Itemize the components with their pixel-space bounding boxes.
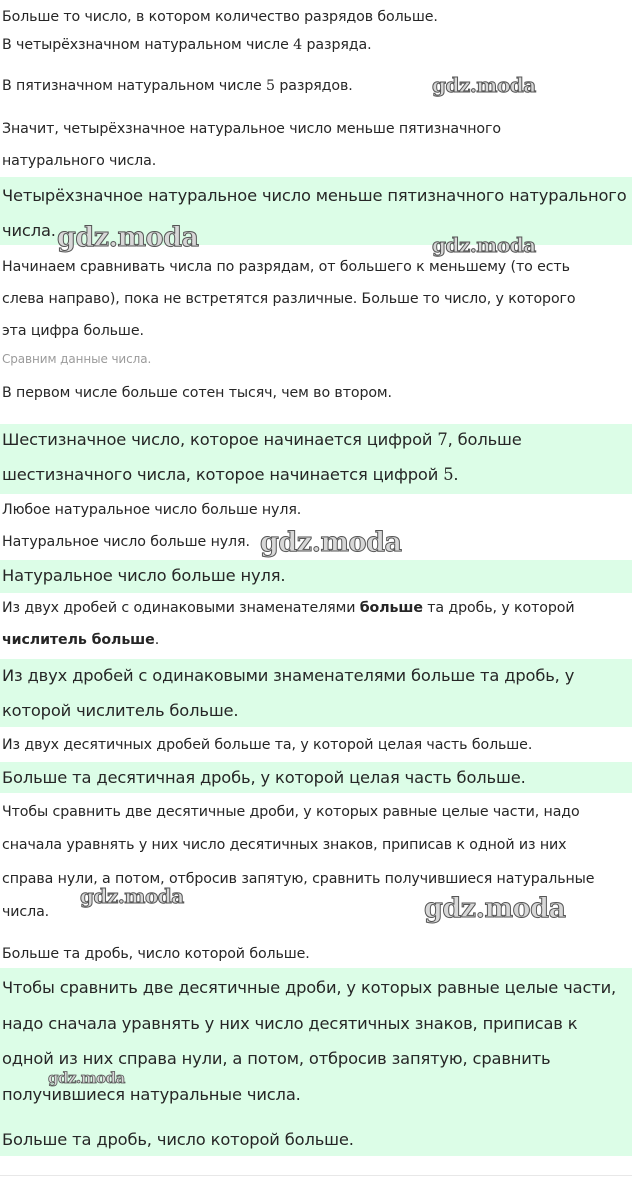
math-number: 5: [443, 465, 454, 484]
text-fragment: та дробь, у которой: [422, 600, 575, 616]
text-fragment: разрядов.: [274, 78, 353, 94]
answer-line: одной из них справа нули, а потом, отбросив запятую, сравнить: [2, 1049, 551, 1068]
text-line: [2, 77, 353, 95]
text-line: [2, 631, 159, 649]
text-line: справа нули, а потом, отбросив запятую, сравнить получившиеся натуральные: [2, 871, 595, 887]
answer-line: числа.: [2, 221, 56, 240]
text-line: Начинаем сравнивать числа по разрядам, от большего к меньшему (то есть: [2, 259, 570, 275]
answer-line: получившиеся натуральные числа.: [2, 1085, 301, 1104]
bold-fragment: больше: [359, 600, 423, 616]
answer-line: [2, 430, 522, 450]
text-line: [2, 36, 372, 54]
text-line: сначала уравнять у них число десятичных знаков, приписав к одной из них: [2, 837, 567, 853]
text-line: Значит, четырёхзначное натуральное число меньше пятизначного: [2, 121, 501, 137]
answer-line: которой числитель больше.: [2, 701, 239, 720]
text-line: эта цифра больше.: [2, 323, 144, 339]
answer-line: Чтобы сравнить две десятичные дроби, у которых равные целые части,: [2, 978, 617, 997]
watermark-logo: gdz.moda: [57, 222, 199, 253]
text-line: В первом числе больше сотен тысяч, чем во втором.: [2, 385, 392, 401]
answer-line: надо сначала уравнять у них число десятичных знаков, приписав к: [2, 1014, 578, 1033]
text-fragment: .: [453, 465, 459, 484]
answer-line: Больше та десятичная дробь, у которой целая часть больше.: [2, 768, 526, 787]
math-number: 4: [293, 37, 303, 53]
text-line: Чтобы сравнить две десятичные дроби, у которых равные целые части, надо: [2, 804, 580, 820]
answer-line: Натуральное число больше нуля.: [2, 566, 286, 585]
text-fragment: Шестизначное число, которое начинается цифрой: [2, 430, 438, 449]
text-fragment: , больше: [447, 430, 522, 449]
answer-line: Четырёхзначное натуральное число меньше пятизначного натурального: [2, 186, 627, 205]
watermark-logo: gdz.moda: [432, 233, 536, 257]
text-fragment: В пятизначном натуральном числе: [2, 78, 267, 94]
math-number: 5: [266, 78, 275, 94]
text-fragment: Из двух дробей с одинаковыми знаменателями: [2, 600, 360, 616]
text-line: Любое натуральное число больше нуля.: [2, 502, 302, 518]
text-line: слева направо), пока не встретятся различные. Больше то число, у которого: [2, 291, 576, 307]
text-fragment: разряда.: [302, 37, 372, 53]
text-line: Больше то число, в котором количество разрядов больше.: [2, 9, 438, 25]
bold-fragment: числитель больше: [2, 632, 155, 648]
text-fragment: В четырёхзначном натуральном числе: [2, 37, 294, 53]
text-fragment: шестизначного числа, которое начинается цифрой: [2, 465, 444, 484]
text-line: числа.: [2, 904, 50, 920]
text-line: [2, 599, 574, 617]
math-number: 7: [437, 430, 448, 449]
watermark-logo: gdz.moda: [260, 527, 402, 558]
watermark-logo: gdz.moda: [424, 893, 566, 924]
bottom-divider: [0, 1175, 632, 1176]
answer-line: [2, 465, 458, 485]
text-line: Из двух десятичных дробей больше та, у которой целая часть больше.: [2, 737, 533, 753]
hint-line: Сравним данные числа.: [2, 352, 152, 366]
text-fragment: .: [154, 632, 160, 648]
answer-line: Из двух дробей с одинаковыми знаменателями больше та дробь, у: [2, 666, 575, 685]
text-line: Натуральное число больше нуля.: [2, 534, 250, 550]
answer-line: Больше та дробь, число которой больше.: [2, 1130, 354, 1149]
watermark-logo: gdz.moda: [80, 884, 184, 908]
watermark-logo: gdz.moda: [48, 1069, 125, 1087]
text-line: натурального числа.: [2, 153, 157, 169]
text-line: Больше та дробь, число которой больше.: [2, 946, 310, 962]
watermark-logo: gdz.moda: [432, 73, 536, 97]
